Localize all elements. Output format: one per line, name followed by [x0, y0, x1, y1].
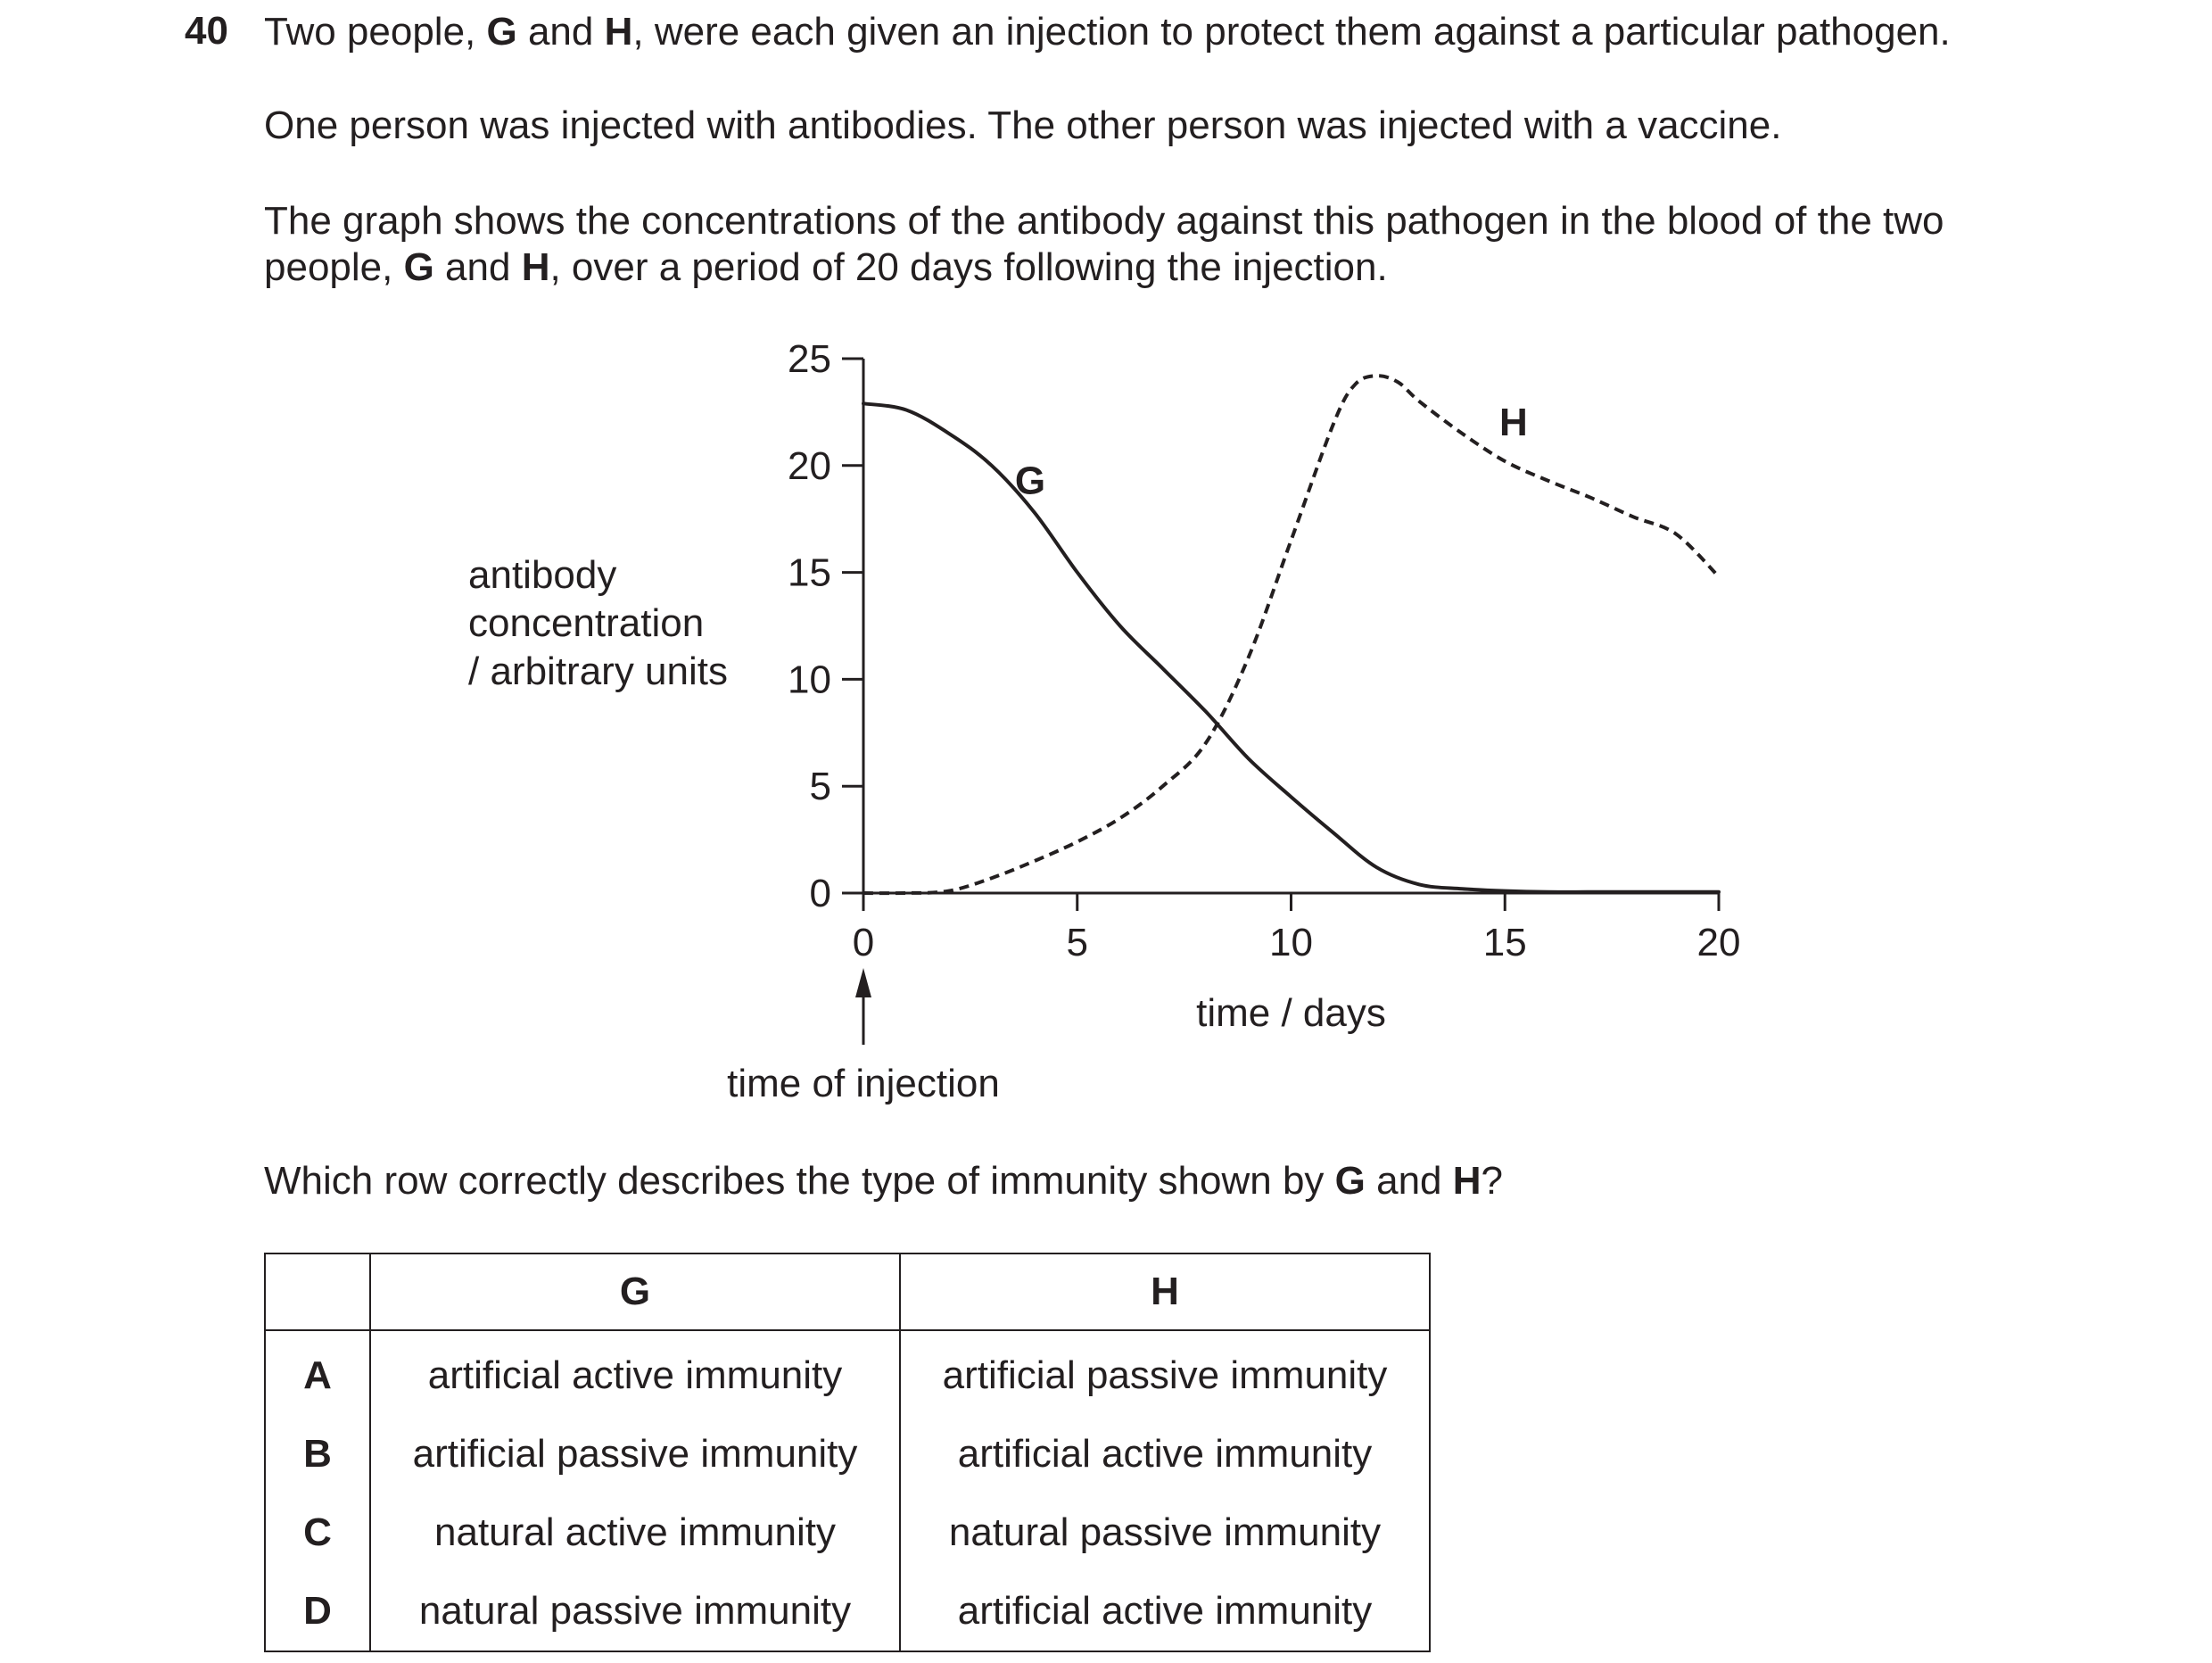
- row-key: A: [265, 1330, 370, 1415]
- answer-row-c[interactable]: [265, 1493, 1430, 1572]
- y-tick-label: 25: [788, 337, 831, 381]
- y-tick-label: 20: [788, 443, 831, 488]
- y-tick-label: 15: [788, 550, 831, 595]
- row-h-cell: artificial passive immunity: [900, 1330, 1430, 1415]
- question-intro: Two people, G and H, were each given an injection to protect them against a particular pathogen.: [264, 10, 1951, 54]
- answer-row-b[interactable]: [265, 1415, 1430, 1493]
- answer-table: [264, 1253, 1431, 1652]
- series-g-label: G: [1014, 459, 1046, 503]
- y-tick-label: 10: [788, 658, 831, 702]
- row-key: B: [265, 1415, 370, 1493]
- question-prompt: Which row correctly describes the type of immunity shown by G and H?: [264, 1159, 1504, 1203]
- row-g-cell: artificial active immunity: [370, 1330, 900, 1415]
- y-axis-label-line: / arbitrary units: [468, 649, 728, 693]
- header-h: H: [900, 1253, 1430, 1330]
- row-h-cell: artificial active immunity: [900, 1572, 1430, 1651]
- row-key: C: [265, 1493, 370, 1572]
- x-axis-label: time / days: [1196, 991, 1386, 1035]
- row-h-cell: natural passive immunity: [900, 1493, 1430, 1572]
- y-axis-label-line: concentration: [468, 601, 705, 645]
- question-number: 40: [185, 9, 228, 53]
- question-context: One person was injected with antibodies. The other person was injected with a vaccine.: [264, 103, 1782, 147]
- question-graph-description: The graph shows the concentrations of the antibody against this pathogen in the blood of the two people, G and H, over a period of 20 days following the injection.: [264, 199, 1944, 289]
- x-tick-label: 5: [1066, 921, 1088, 964]
- answer-row-a[interactable]: [265, 1330, 1430, 1415]
- injection-arrow-head: [855, 968, 871, 997]
- series-g-line: [863, 403, 1719, 892]
- x-tick-label: 15: [1482, 921, 1527, 964]
- answer-row-d[interactable]: [265, 1572, 1430, 1651]
- row-key: D: [265, 1572, 370, 1651]
- y-tick-label: 5: [809, 765, 831, 809]
- y-tick-label: 0: [809, 872, 831, 915]
- x-tick-label: 0: [852, 921, 875, 964]
- series-h-line: [863, 376, 1719, 893]
- x-tick-label: 20: [1696, 921, 1741, 964]
- row-g-cell: natural passive immunity: [370, 1572, 900, 1651]
- y-axis-label-line: antibody: [468, 553, 617, 597]
- header-g: G: [370, 1253, 900, 1330]
- answer-table-header: [265, 1253, 1430, 1330]
- injection-annotation: time of injection: [727, 1062, 1000, 1105]
- header-key: [265, 1253, 370, 1330]
- row-g-cell: artificial passive immunity: [370, 1415, 900, 1493]
- x-tick-label: 10: [1269, 921, 1313, 964]
- row-g-cell: natural active immunity: [370, 1493, 900, 1572]
- row-h-cell: artificial active immunity: [900, 1415, 1430, 1493]
- series-h-label: H: [1498, 401, 1528, 445]
